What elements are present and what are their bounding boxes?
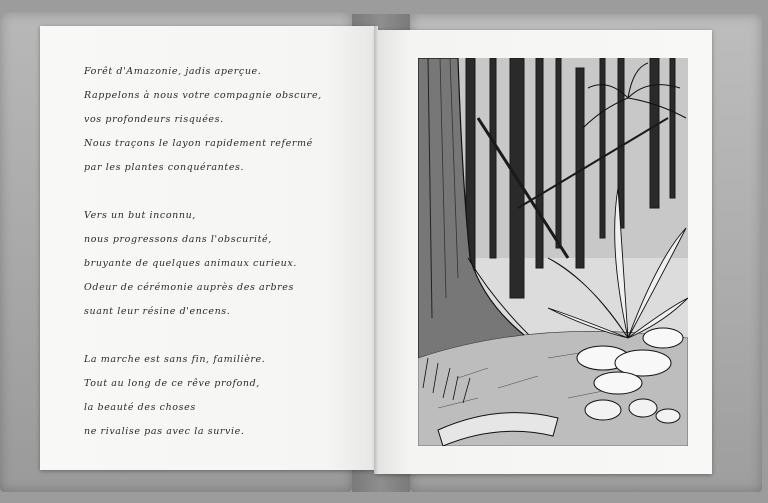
poem-stanza-2 — [84, 204, 364, 324]
poem-line: suant leur résine d'encens. — [84, 306, 231, 317]
poem-line: par les plantes conquérantes. — [84, 162, 245, 173]
forest-drawing — [418, 58, 688, 446]
poem-text — [84, 60, 364, 468]
poem-line: Tout au long de ce rêve profond, — [84, 378, 260, 389]
poem-line: Vers un but inconnu, — [84, 210, 196, 221]
poem-line: Rappelons à nous votre compagnie obscure, — [84, 90, 322, 101]
poem-line: bruyante de quelques animaux curieux. — [84, 258, 297, 269]
poem-line: La marche est sans fin, familière. — [84, 354, 266, 365]
poem-line: ne rivalise pas avec la survie. — [84, 426, 245, 437]
page-gutter — [374, 26, 378, 474]
poem-line: Forêt d'Amazonie, jadis aperçue. — [84, 66, 262, 77]
forest-illustration — [418, 58, 688, 446]
poem-line: la beauté des choses — [84, 402, 196, 413]
poem-line: vos profondeurs risquées. — [84, 114, 224, 125]
poem-line: Nous traçons le layon rapidement refermé — [84, 138, 313, 149]
poem-stanza-3 — [84, 348, 364, 444]
poem-stanza-1 — [84, 60, 364, 180]
poem-line: Odeur de cérémonie auprès des arbres — [84, 282, 294, 293]
poem-line: nous progressons dans l'obscurité, — [84, 234, 272, 245]
